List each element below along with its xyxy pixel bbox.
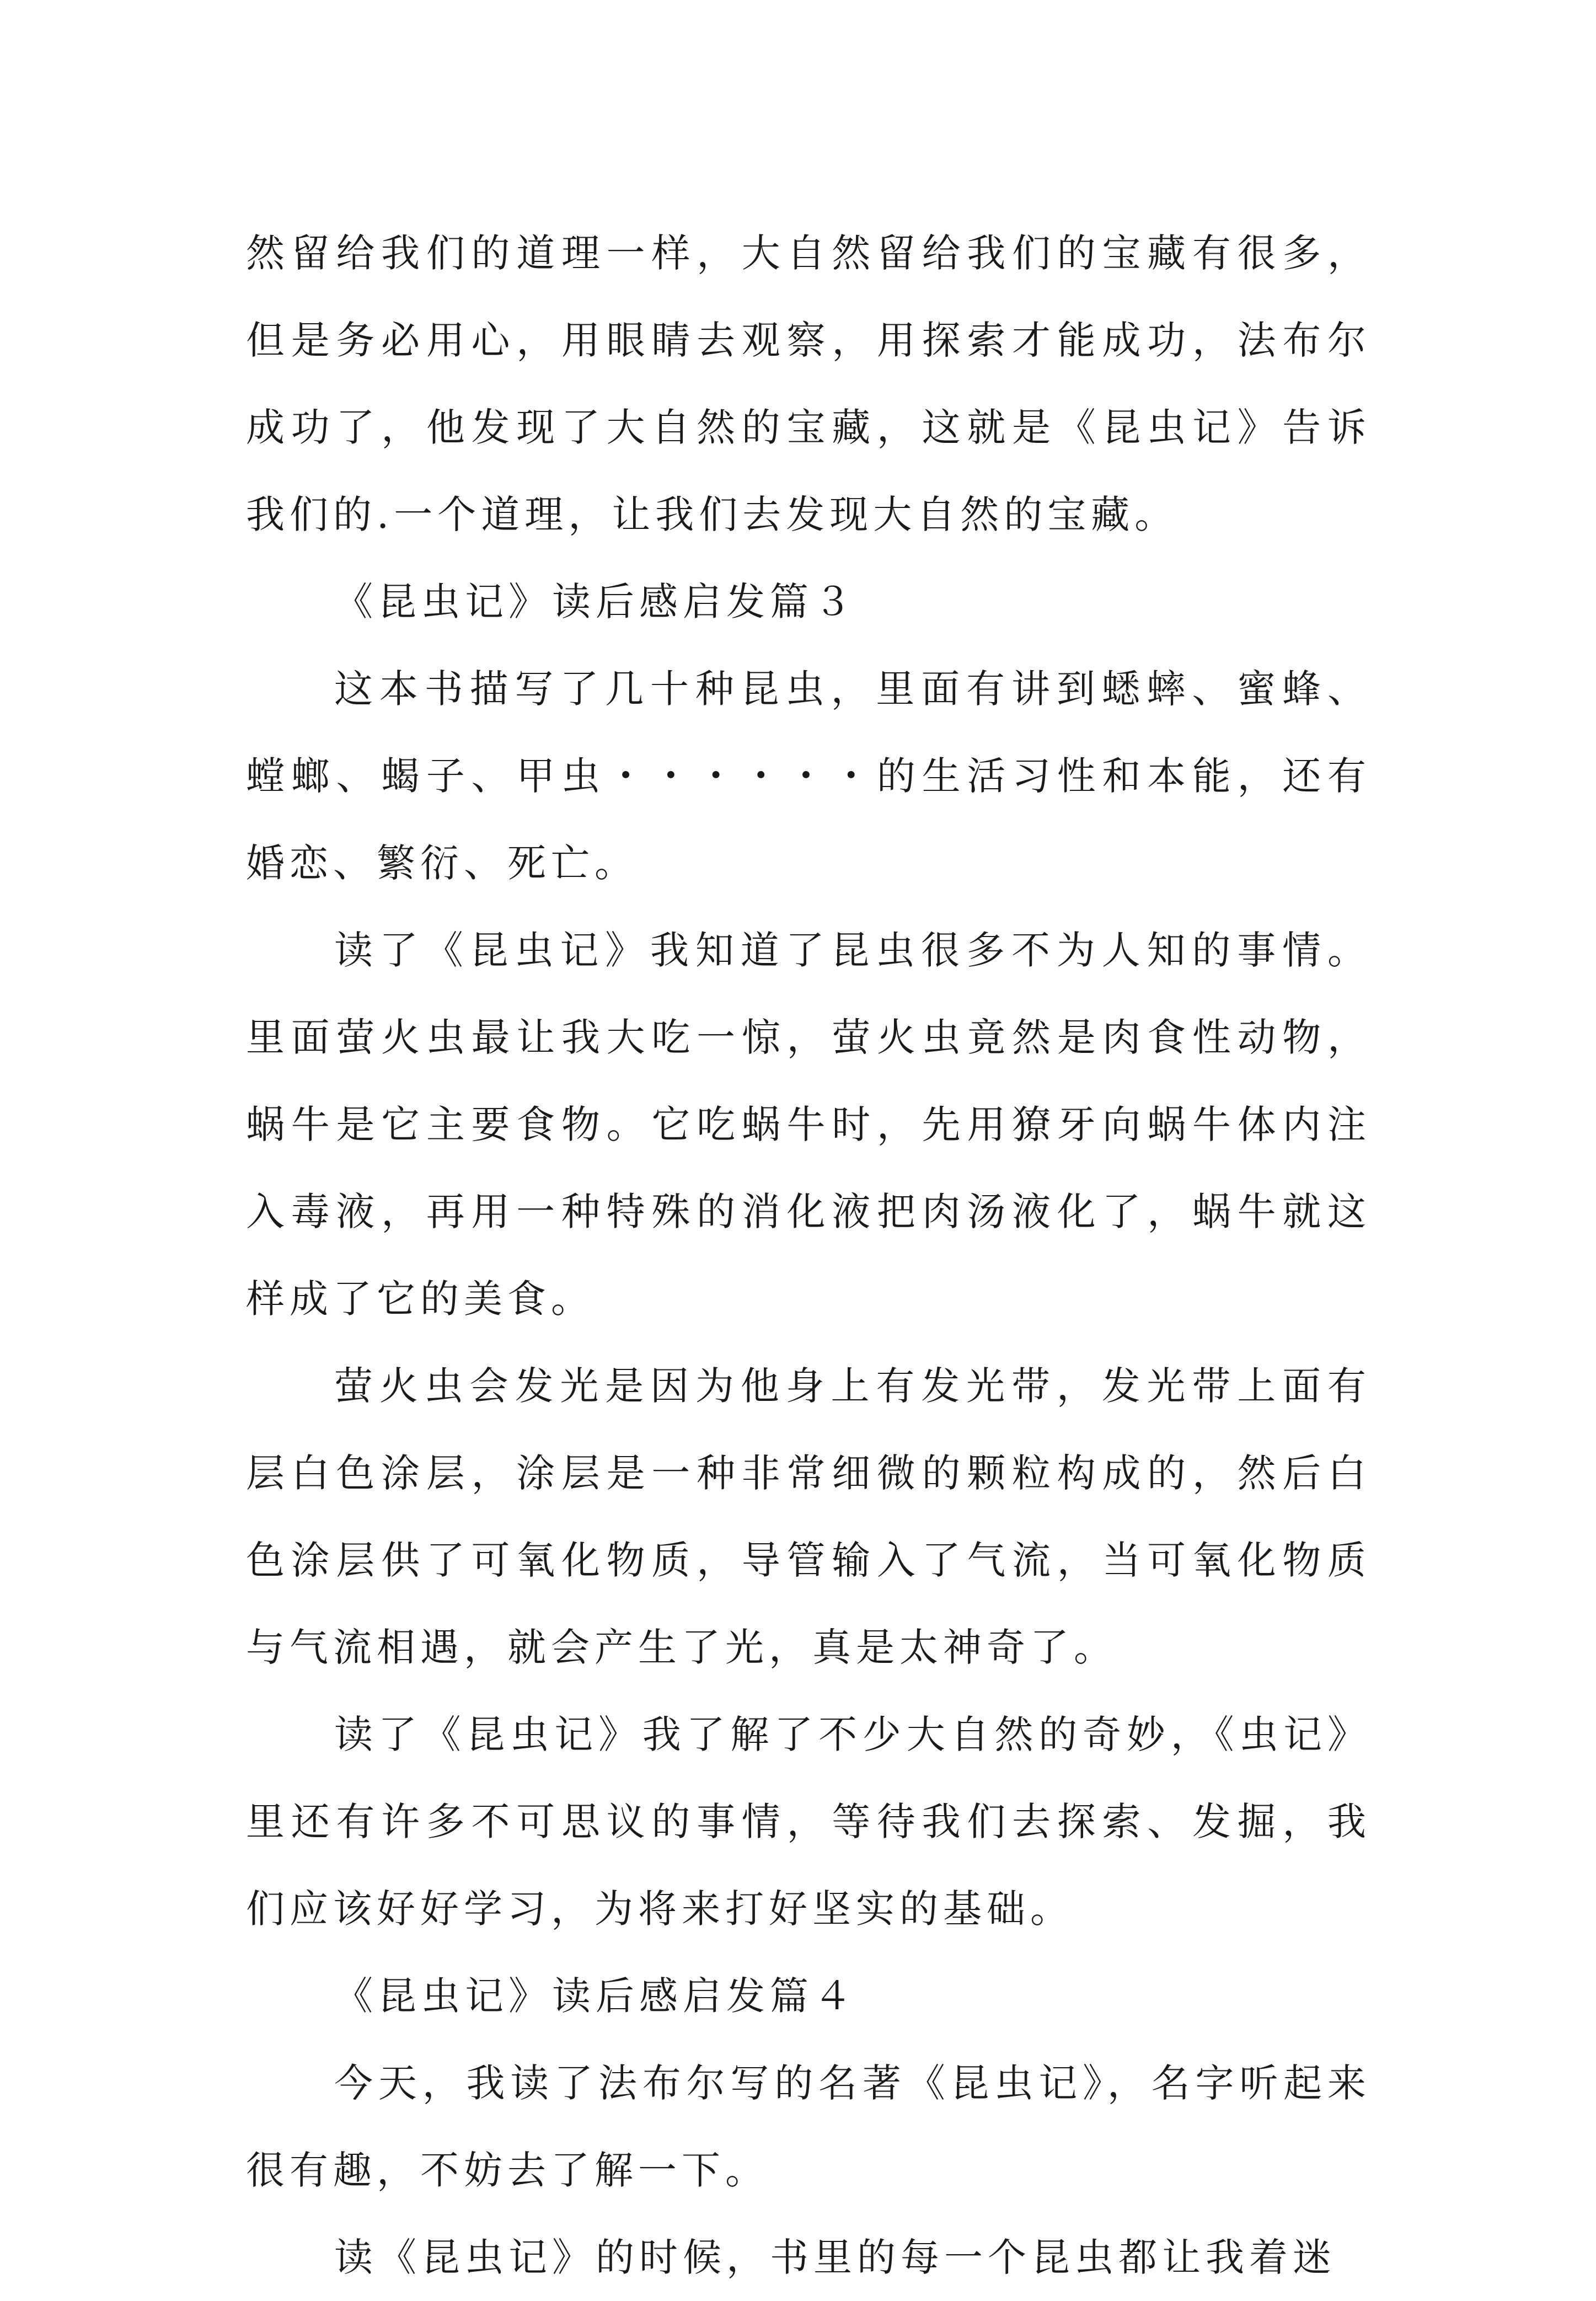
document-body: [246, 210, 1371, 2301]
paragraph: 这本书描写了几十种昆虫，里面有讲到蟋蟀、蜜蜂、螳螂、蝎子、甲虫・・・・・・的生活习性和本能，还有婚恋、繁衍、死亡。: [246, 666, 1371, 886]
paragraph: 今天，我读了法布尔写的名著《昆虫记》，名字听起来很有趣，不妨去了解一下。: [246, 2061, 1371, 2193]
paragraph-continuation: 然留给我们的道理一样，大自然留给我们的宝藏有很多，但是务必用心，用眼睛去观察，用探索才能成功，法布尔成功了，他发现了大自然的宝藏，这就是《昆虫记》告诉我们的.一个道理，让我们去发现大自然的宝藏。: [246, 231, 1371, 537]
paragraph: 读了《昆虫记》我了解了不少大自然的奇妙，《虫记》里还有许多不可思议的事情，等待我们去探索、发掘，我们应该好好学习，为将来打好坚实的基础。: [246, 1712, 1371, 1931]
paragraph: 读《昆虫记》的时候，书里的每一个昆虫都让我着迷: [334, 2235, 1336, 2280]
section-heading-3: 《昆虫记》读后感启发篇３: [334, 579, 857, 624]
paragraph: 读了《昆虫记》我知道了昆虫很多不为人知的事情。里面萤火虫最让我大吃一惊，萤火虫竟然是肉食性动物，蜗牛是它主要食物。它吃蜗牛时，先用獠牙向蜗牛体内注入毒液，再用一种特殊的消化液把肉汤液化了，蜗牛就这样成了它的美食。: [246, 928, 1371, 1321]
paragraph: 萤火虫会发光是因为他身上有发光带，发光带上面有层白色涂层，涂层是一种非常细微的颗粒构成的，然后白色涂层供了可氧化物质，导管输入了气流，当可氧化物质与气流相遇，就会产生了光，真是太神奇了。: [246, 1363, 1371, 1670]
section-heading-4: 《昆虫记》读后感启发篇４: [334, 1973, 857, 2019]
